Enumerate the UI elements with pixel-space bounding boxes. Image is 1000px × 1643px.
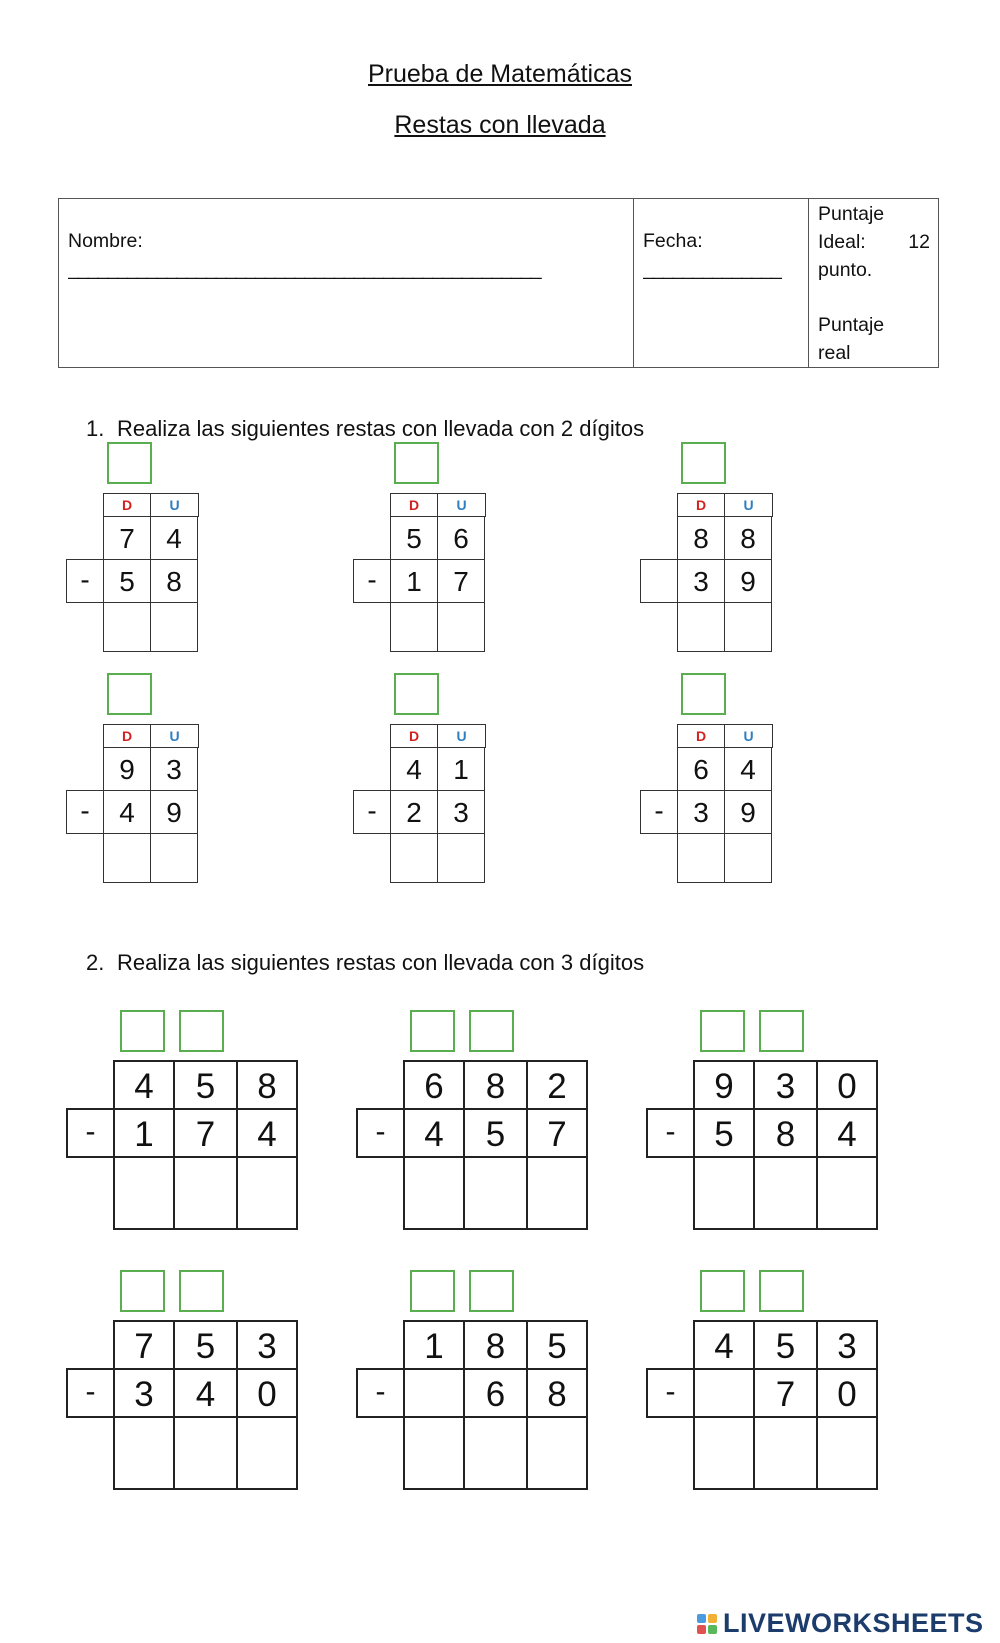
column-header-u: U [724, 724, 773, 748]
carry-box[interactable] [120, 1010, 165, 1052]
column-header-d: D [390, 493, 438, 517]
section-1-number: 1. [86, 416, 105, 441]
top-digit: 5 [173, 1060, 238, 1110]
bottom-digit [403, 1368, 465, 1418]
score-real-label: Puntaje [818, 314, 885, 336]
bottom-digit: 7 [173, 1108, 238, 1158]
minus-sign: - [356, 1368, 405, 1418]
top-digit: 8 [677, 516, 725, 560]
name-label: Nombre: [68, 230, 143, 252]
answer-cell[interactable] [816, 1416, 878, 1490]
student-info-table [58, 198, 939, 368]
minus-sign: - [66, 559, 104, 603]
bottom-digit [693, 1368, 755, 1418]
answer-cell[interactable] [526, 1416, 588, 1490]
bottom-digit: 4 [403, 1108, 465, 1158]
column-header-d: D [677, 724, 725, 748]
bottom-digit: 5 [693, 1108, 755, 1158]
top-digit: 7 [103, 516, 151, 560]
answer-cell[interactable] [753, 1416, 818, 1490]
answer-cell[interactable] [753, 1156, 818, 1230]
answer-cell[interactable] [390, 833, 438, 883]
top-digit: 5 [390, 516, 438, 560]
carry-box[interactable] [394, 673, 439, 715]
top-digit: 3 [753, 1060, 818, 1110]
bottom-digit: 7 [753, 1368, 818, 1418]
column-header-d: D [103, 493, 151, 517]
top-digit: 4 [150, 516, 198, 560]
top-digit: 8 [463, 1320, 528, 1370]
top-digit: 7 [113, 1320, 175, 1370]
minus-sign: - [646, 1108, 695, 1158]
top-digit: 3 [150, 747, 198, 791]
answer-cell[interactable] [693, 1416, 755, 1490]
carry-box[interactable] [410, 1270, 455, 1312]
minus-sign: - [356, 1108, 405, 1158]
top-digit: 0 [816, 1060, 878, 1110]
answer-cell[interactable] [403, 1416, 465, 1490]
bottom-digit: 4 [816, 1108, 878, 1158]
top-digit: 3 [236, 1320, 298, 1370]
carry-box[interactable] [410, 1010, 455, 1052]
carry-box[interactable] [394, 442, 439, 484]
top-digit: 5 [173, 1320, 238, 1370]
column-header-u: U [150, 493, 199, 517]
column-header-u: U [724, 493, 773, 517]
answer-cell[interactable] [463, 1156, 528, 1230]
answer-cell[interactable] [677, 833, 725, 883]
top-digit: 4 [724, 747, 772, 791]
top-digit: 6 [403, 1060, 465, 1110]
answer-cell[interactable] [437, 833, 485, 883]
bottom-digit: 7 [437, 559, 485, 603]
answer-cell[interactable] [173, 1156, 238, 1230]
name-line[interactable]: ________________________________________________ [68, 258, 541, 280]
top-digit: 6 [677, 747, 725, 791]
top-digit: 8 [236, 1060, 298, 1110]
answer-cell[interactable] [236, 1156, 298, 1230]
minus-sign: - [640, 790, 678, 834]
carry-box[interactable] [120, 1270, 165, 1312]
bottom-digit: 9 [724, 790, 772, 834]
carry-box[interactable] [107, 673, 152, 715]
top-digit: 1 [403, 1320, 465, 1370]
bottom-digit: 9 [150, 790, 198, 834]
carry-box[interactable] [759, 1270, 804, 1312]
score-label: Puntaje [818, 203, 885, 225]
score-real-label-2: real [818, 342, 851, 364]
date-cell [634, 199, 809, 368]
score-ideal-value: 12 [908, 231, 930, 253]
carry-box[interactable] [759, 1010, 804, 1052]
bottom-digit: 3 [437, 790, 485, 834]
top-digit: 9 [103, 747, 151, 791]
bottom-digit: 9 [724, 559, 772, 603]
liveworksheets-logo-text: LIVEWORKSHEETS [723, 1608, 984, 1638]
answer-cell[interactable] [816, 1156, 878, 1230]
answer-cell[interactable] [113, 1416, 175, 1490]
bottom-digit: 3 [677, 559, 725, 603]
answer-cell[interactable] [693, 1156, 755, 1230]
top-digit: 8 [724, 516, 772, 560]
carry-box[interactable] [179, 1270, 224, 1312]
top-digit: 1 [437, 747, 485, 791]
carry-box[interactable] [681, 442, 726, 484]
score-unit: punto. [818, 259, 873, 281]
answer-cell[interactable] [403, 1156, 465, 1230]
liveworksheets-logo-icon [697, 1614, 717, 1634]
answer-cell[interactable] [113, 1156, 175, 1230]
column-header-u: U [437, 724, 486, 748]
minus-sign: - [66, 1108, 115, 1158]
top-digit: 6 [437, 516, 485, 560]
minus-sign: - [66, 1368, 115, 1418]
top-digit: 3 [816, 1320, 878, 1370]
score-ideal-label: Ideal: [818, 231, 866, 253]
date-line[interactable]: ______________ [643, 258, 781, 280]
top-digit: 8 [463, 1060, 528, 1110]
bottom-digit: 8 [150, 559, 198, 603]
answer-cell[interactable] [526, 1156, 588, 1230]
top-digit: 4 [113, 1060, 175, 1110]
minus-sign: - [353, 790, 391, 834]
carry-box[interactable] [469, 1010, 514, 1052]
minus-sign: - [646, 1368, 695, 1418]
answer-cell[interactable] [463, 1416, 528, 1490]
answer-cell[interactable] [724, 602, 772, 652]
bottom-digit: 0 [816, 1368, 878, 1418]
column-header-u: U [150, 724, 199, 748]
answer-cell[interactable] [724, 833, 772, 883]
bottom-digit: 1 [113, 1108, 175, 1158]
bottom-digit: 6 [463, 1368, 528, 1418]
answer-cell[interactable] [173, 1416, 238, 1490]
bottom-digit: 1 [390, 559, 438, 603]
section-1-text: Realiza las siguientes restas con llevada con 2 dígitos [117, 416, 645, 441]
page-title: Prueba de Matemáticas [367, 60, 633, 88]
answer-cell[interactable] [150, 833, 198, 883]
answer-cell[interactable] [677, 602, 725, 652]
top-digit: 5 [526, 1320, 588, 1370]
section-2-number: 2. [86, 950, 105, 975]
answer-cell[interactable] [390, 602, 438, 652]
bottom-digit: 0 [236, 1368, 298, 1418]
page-subtitle: Restas con llevada [394, 111, 606, 139]
top-digit: 4 [390, 747, 438, 791]
carry-box[interactable] [700, 1270, 745, 1312]
bottom-digit: 2 [390, 790, 438, 834]
top-digit: 2 [526, 1060, 588, 1110]
column-header-u: U [437, 493, 486, 517]
top-digit: 9 [693, 1060, 755, 1110]
bottom-digit: 4 [236, 1108, 298, 1158]
answer-cell[interactable] [150, 602, 198, 652]
date-label: Fecha: [643, 230, 703, 252]
bottom-digit: 8 [526, 1368, 588, 1418]
carry-box[interactable] [469, 1270, 514, 1312]
bottom-digit: 5 [103, 559, 151, 603]
minus-sign [640, 559, 678, 603]
bottom-digit: 7 [526, 1108, 588, 1158]
bottom-digit: 3 [113, 1368, 175, 1418]
minus-sign: - [66, 790, 104, 834]
answer-cell[interactable] [236, 1416, 298, 1490]
column-header-d: D [677, 493, 725, 517]
score-cell [809, 199, 939, 368]
carry-box[interactable] [681, 673, 726, 715]
section-2-text: Realiza las siguientes restas con llevada con 3 dígitos [117, 950, 645, 975]
column-header-d: D [103, 724, 151, 748]
liveworksheets-logo [697, 1608, 984, 1639]
answer-cell[interactable] [103, 833, 151, 883]
answer-cell[interactable] [437, 602, 485, 652]
bottom-digit: 5 [463, 1108, 528, 1158]
section-2-instruction [86, 950, 644, 976]
section-1-instruction [86, 416, 644, 442]
bottom-digit: 3 [677, 790, 725, 834]
bottom-digit: 4 [173, 1368, 238, 1418]
name-cell [59, 199, 634, 368]
bottom-digit: 4 [103, 790, 151, 834]
carry-box[interactable] [179, 1010, 224, 1052]
carry-box[interactable] [700, 1010, 745, 1052]
bottom-digit: 8 [753, 1108, 818, 1158]
minus-sign: - [353, 559, 391, 603]
top-digit: 4 [693, 1320, 755, 1370]
carry-box[interactable] [107, 442, 152, 484]
column-header-d: D [390, 724, 438, 748]
top-digit: 5 [753, 1320, 818, 1370]
answer-cell[interactable] [103, 602, 151, 652]
